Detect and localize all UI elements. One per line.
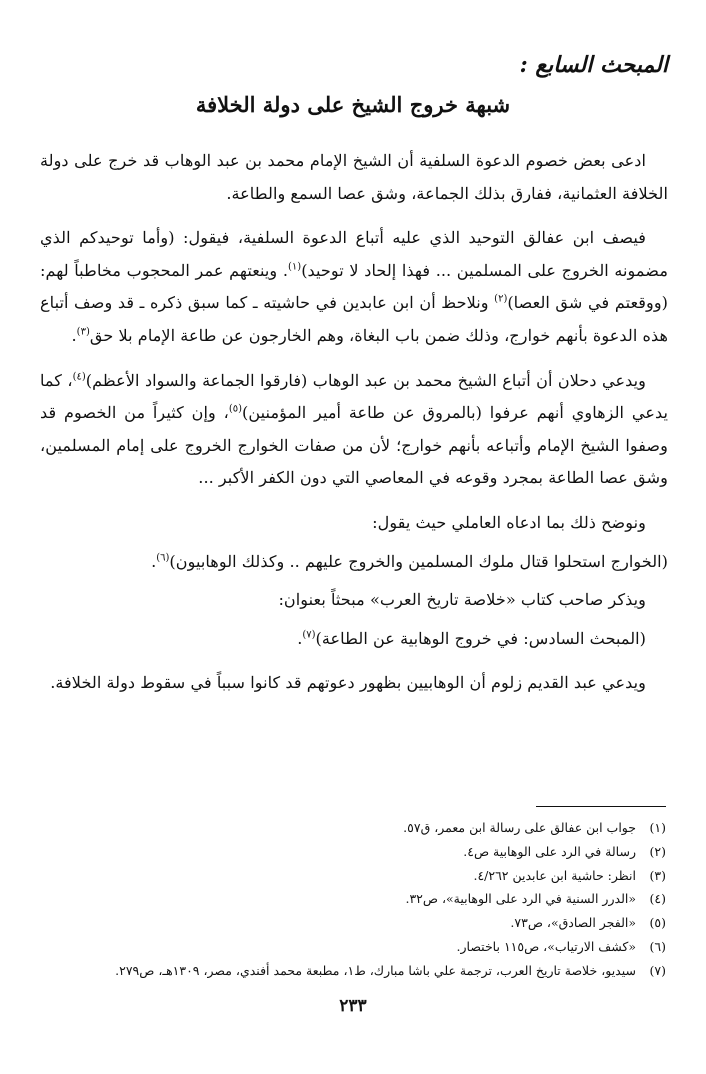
footnote-ref-1: (١): [288, 261, 302, 273]
footnote-7: [40, 959, 666, 983]
footnote-2: [40, 840, 666, 864]
footnote-5-text: «الفجر الصادق»، ص٧٣.: [510, 915, 636, 931]
paragraph-3-text-b: ، كما يدعي الزهاوي أنهم عرفوا (بالمروق عن طاعة أمير المؤمنين): [40, 370, 668, 423]
footnote-ref-4: (٤): [72, 371, 86, 383]
paragraph-2-text-a: فيصف ابن عفالق التوحيد الذي عليه أتباع الدعوة السلفية، فيقول: (وأما توحيدكم الذي مضمونه الخروج على المسلمين ... فهذا إلحاد لا توحيد): [40, 228, 668, 280]
footnote-1-number: (١): [649, 820, 666, 835]
quote-2-text-b: .: [297, 628, 303, 648]
paragraph-1: [40, 145, 668, 210]
paragraph-2-text-c: ونلاحظ أن ابن عابدين في حاشيته ـ كما سبق ذكره ـ قد وصف أتباع هذه الدعوة بأنهم خوارج، وذلك ضمن باب البغاة، وهم الخارجون عن طاعة الإمام بلا حق: [40, 293, 668, 345]
footnote-4-number: (٤): [649, 891, 666, 907]
footnote-2-number: (٢): [649, 843, 666, 859]
footnote-divider: [536, 806, 666, 807]
paragraph-3: [40, 365, 668, 495]
paragraph-8-text: ويدعي عبد القديم زلوم أن الوهابيين بظهور دعوتهم قد كانوا سبباً في سقوط دولة الخلافة.: [50, 673, 646, 693]
paragraph-1-text: ادعى بعض خصوم الدعوة السلفية أن الشيخ الإمام محمد بن عبد الوهاب قد خرج على دولة الخلافة العثمانية، ففارق بذلك الجماعة، وشق عصا السمع والطاعة.: [40, 151, 668, 203]
quote-1-text-b: .: [151, 551, 157, 571]
footnote-7-text: سيديو، خلاصة تاريخ العرب، ترجمة علي باشا مبارك، ط١، مطبعة محمد أفندي، مصر، ١٣٠٩هـ، ص٢٧٩.: [115, 962, 636, 978]
footnote-6: [40, 935, 666, 959]
footnote-6-number: (٦): [649, 938, 666, 954]
quote-1: [40, 546, 668, 579]
paragraph-3-text-c: ، وإن كثيراً من الخصوم قد وصفوا الشيخ الإمام وأتباعه بأنهم خوارج؛ لأن من صفات الخوارج الخروج على إمام المسلمين، وشق عصا الطاعة بمجرد وقوعه في المعاصي التي دون الكفر الأكبر ...: [40, 403, 668, 488]
footnote-ref-5: (٥): [228, 403, 243, 415]
footnote-1-text: جواب ابن عفالق على رسالة ابن معمر، ق٥٧.: [403, 820, 636, 835]
footnotes-list: [40, 816, 666, 983]
paragraph-3-text-a: ويدعي دحلان أن أتباع الشيخ محمد بن عبد الوهاب (فارقوا الجماعة والسواد الأعظم): [85, 370, 646, 390]
footnote-ref-6: (٦): [156, 552, 170, 564]
footnote-4-text: «الدرر السنية في الرد على الوهابية»، ص٣٢.: [405, 891, 636, 907]
footnote-5: [40, 911, 666, 935]
footnote-3: [40, 864, 666, 888]
body-text: [40, 145, 668, 712]
quote-2: [40, 623, 668, 656]
paragraph-6: [40, 584, 668, 617]
page-number: ٢٣٣: [339, 996, 367, 1016]
paragraph-4: [40, 507, 668, 540]
paragraph-4-text: ونوضح ذلك بما ادعاه العاملي حيث يقول:: [372, 512, 646, 532]
quote-2-text-a: (المبحث السادس: في خروج الوهابية عن الطاعة): [315, 628, 646, 648]
paragraph-2: [40, 222, 668, 352]
paragraph-8: [40, 667, 668, 700]
paragraph-2-text-d: .: [71, 325, 77, 345]
footnote-ref-7: (٧): [302, 629, 316, 641]
footnote-1: [40, 816, 666, 840]
footnote-2-text: رسالة في الرد على الوهابية ص٤.: [463, 843, 636, 859]
paragraph-6-text: ويذكر صاحب كتاب «خلاصة تاريخ العرب» مبحثاً بعنوان:: [278, 590, 646, 610]
page-title: شبهة خروج الشيخ على دولة الخلافة: [195, 92, 511, 117]
paragraph-2-text-b: . وينعتهم عمر المحجوب مخاطباً لهم: (ووقعتم في شق العصا): [40, 260, 668, 313]
quote-1-text-a: (الخوارج استحلوا قتال ملوك المسلمين والخروج عليهم .. وكذلك الوهابيون): [169, 551, 668, 571]
footnote-3-text: انظر: حاشية ابن عابدين ٤/٢٦٢.: [473, 867, 636, 883]
footnote-7-number: (٧): [649, 962, 666, 978]
section-heading: المبحث السابع :: [519, 52, 668, 78]
footnote-ref-2: (٢): [494, 293, 508, 305]
footnote-3-number: (٣): [649, 867, 666, 883]
footnote-ref-3: (٣): [76, 326, 90, 338]
footnote-6-text: «كشف الارتياب»، ص١١٥ باختصار.: [456, 938, 636, 954]
footnote-5-number: (٥): [649, 915, 666, 931]
footnote-4: [40, 887, 666, 911]
